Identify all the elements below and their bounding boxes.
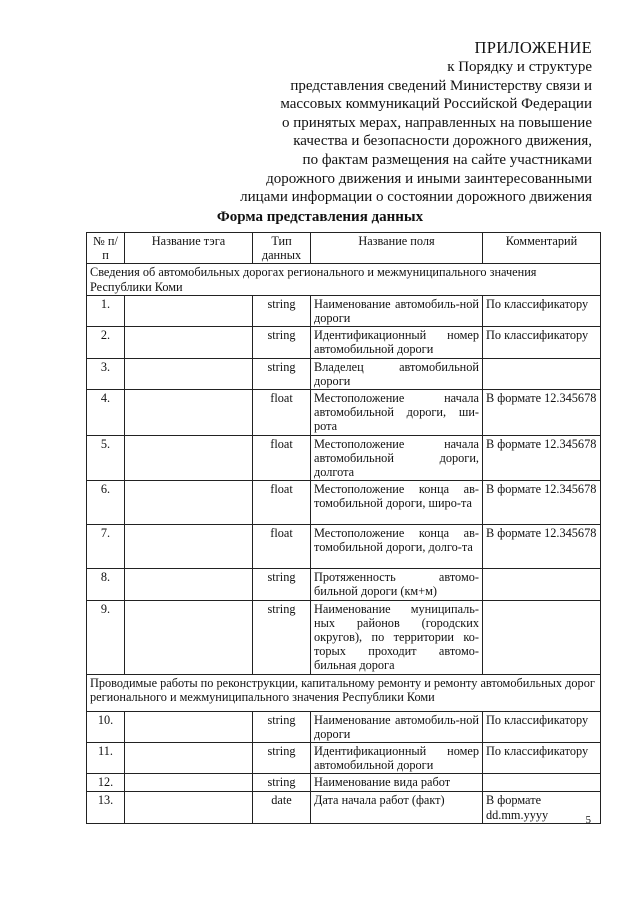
tag-name-cell [125,327,253,358]
data-type-cell: string [253,358,311,389]
appendix-line: к Порядку и структуре [447,59,592,75]
appendix-line: дорожного движения и иными заинтересованными [266,170,592,187]
table-row [87,743,601,774]
row-number: 9. [87,600,125,674]
field-name-cell: Идентификационный номер автомобильной дороги [311,743,483,774]
comment-cell: В формате dd.mm.yyyy [483,792,601,823]
header-type: Тип данных [253,233,311,264]
data-type-cell: string [253,774,311,792]
data-type-cell: string [253,295,311,326]
field-name-cell: Местоположение конца ав-томобильной дороги, долго-та [311,525,483,569]
comment-cell [483,600,601,674]
form-table-body [87,233,601,824]
section-row [87,674,601,711]
appendix-line: по фактам размещения на сайте участниками [302,151,592,168]
field-name-cell: Дата начала работ (факт) [311,792,483,823]
field-name-cell: Наименование муниципаль-ных районов (городских округов), по территории ко-торых проходит автомо-бильная дорога [311,600,483,674]
section-title: Проводимые работы по реконструкции, капитальному ремонту и ремонту автомобильных дорог регионального и межмуниципального значения Республики Коми [87,674,601,711]
data-type-cell: string [253,327,311,358]
comment-cell: В формате 12.345678 [483,390,601,436]
row-number: 10. [87,711,125,742]
field-name-cell: Местоположение начала автомобильной дороги, долгота [311,435,483,481]
tag-name-cell [125,435,253,481]
field-name-cell: Наименование вида работ [311,774,483,792]
tag-name-cell [125,390,253,436]
comment-cell: В формате 12.345678 [483,481,601,525]
tag-name-cell [125,774,253,792]
comment-cell: В формате 12.345678 [483,525,601,569]
table-header-row [87,233,601,264]
row-number: 7. [87,525,125,569]
comment-cell [483,569,601,600]
data-type-cell: date [253,792,311,823]
row-number: 1. [87,295,125,326]
row-number: 3. [87,358,125,389]
table-row [87,435,601,481]
table-row [87,525,601,569]
data-type-cell: float [253,390,311,436]
data-type-cell: float [253,525,311,569]
data-form-table [86,232,601,824]
data-type-cell: float [253,435,311,481]
tag-name-cell [125,525,253,569]
row-number: 2. [87,327,125,358]
field-name-cell: Идентификационный номер автомобильной дороги [311,327,483,358]
comment-cell: По классификатору [483,327,601,358]
data-type-cell: string [253,600,311,674]
appendix-line: качества и безопасности дорожного движения, [293,133,592,150]
table-row [87,792,601,823]
table-row [87,569,601,600]
appendix-line: массовых коммуникаций Российской Федерации [280,96,592,113]
row-number: 8. [87,569,125,600]
data-type-cell: string [253,711,311,742]
table-row [87,295,601,326]
data-type-cell: string [253,569,311,600]
header-num: № п/п [87,233,125,264]
appendix-line: лицами информации о состоянии дорожного движения [240,189,592,206]
field-name-cell: Протяженность автомо-бильной дороги (км+м) [311,569,483,600]
data-type-cell: string [253,743,311,774]
row-number: 4. [87,390,125,436]
tag-name-cell [125,295,253,326]
comment-cell [483,774,601,792]
table-row [87,600,601,674]
comment-cell: По классификатору [483,711,601,742]
section-title: Сведения об автомобильных дорогах регионального и межмуниципального значения Республики Коми [87,264,601,295]
form-title: Форма представления данных [216,209,424,225]
field-name-cell: Владелец автомобильной дороги [311,358,483,389]
row-number: 13. [87,792,125,823]
row-number: 11. [87,743,125,774]
field-name-cell: Наименование автомобиль-ной дороги [311,295,483,326]
tag-name-cell [125,358,253,389]
row-number: 5. [87,435,125,481]
row-number: 12. [87,774,125,792]
header-tag: Название тэга [125,233,253,264]
table-row [87,711,601,742]
comment-cell: В формате 12.345678 [483,435,601,481]
tag-name-cell [125,743,253,774]
tag-name-cell [125,792,253,823]
appendix-heading: ПРИЛОЖЕНИЕ [474,38,592,57]
field-name-cell: Наименование автомобиль-ной дороги [311,711,483,742]
section-row [87,264,601,295]
table-row [87,327,601,358]
tag-name-cell [125,600,253,674]
comment-cell [483,358,601,389]
header-comment: Комментарий [483,233,601,264]
appendix-line: о принятых мерах, направленных на повышение [281,114,592,131]
tag-name-cell [125,481,253,525]
tag-name-cell [125,711,253,742]
row-number: 6. [87,481,125,525]
tag-name-cell [125,569,253,600]
field-name-cell: Местоположение начала автомобильной дороги, ши-рота [311,390,483,436]
field-name-cell: Местоположение конца ав-томобильной дороги, широ-та [311,481,483,525]
comment-cell: По классификатору [483,743,601,774]
data-type-cell: float [253,481,311,525]
appendix-block [240,38,592,207]
table-row [87,390,601,436]
table-row [87,358,601,389]
appendix-line: представления сведений Министерству связи и [290,77,592,94]
comment-cell: По классификатору [483,295,601,326]
table-row [87,774,601,792]
page-number: 5 [585,814,591,826]
header-field: Название поля [311,233,483,264]
table-row [87,481,601,525]
